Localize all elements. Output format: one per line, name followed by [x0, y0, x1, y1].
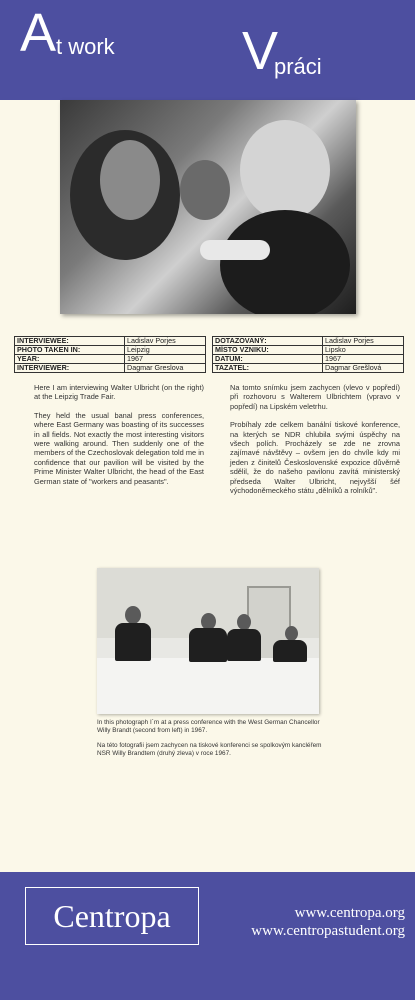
student-website-link[interactable]: www.centropastudent.org: [251, 923, 405, 939]
info-table-czech: [212, 336, 404, 373]
title-english: [20, 3, 115, 63]
footer-urls: [210, 904, 405, 940]
website-link[interactable]: www.centropa.org: [294, 905, 405, 921]
info-label: DOTAZOVANÝ:: [213, 337, 323, 346]
story-text-english: [34, 383, 204, 495]
info-label: INTERVIEWEE:: [15, 337, 125, 346]
info-label: MÍSTO VZNIKU:: [213, 346, 323, 355]
title-en-rest: t work: [56, 34, 115, 59]
info-value: Lipsko: [323, 346, 404, 355]
title-cz-rest: práci: [274, 54, 322, 79]
info-value: Dagmar Greslova: [125, 364, 206, 373]
paragraph: Probíhaly zde celkem banální tiskové konference, na kterých se NDR chlubila svými úspěchy na všech polích. Procházely se zde ne zrovna zajímavé návštěvy – ovšem jen do chvíle kdy mi jeden z činitelů Československé expozice důvěrně sdělil, že do našeho pavilonu zavítá ministerský předseda Walter Ulbricht, nejvyšší šéf východoněmeckého státu „dělníků a rolníků".: [230, 420, 400, 496]
info-label: TAZATEL:: [213, 364, 323, 373]
logo-text: Centropa: [53, 897, 171, 934]
table-row: [15, 364, 206, 373]
info-value: Ladislav Porjes: [323, 337, 404, 346]
info-value: 1967: [125, 355, 206, 364]
info-label: INTERVIEWER:: [15, 364, 125, 373]
info-table-english: [14, 336, 206, 373]
paragraph: Here I am interviewing Walter Ulbricht (on the right) at the Leipzig Trade Fair.: [34, 383, 204, 402]
title-czech: [242, 21, 322, 81]
centropa-logo: [25, 887, 199, 945]
table-row: [213, 364, 404, 373]
info-label: DATUM:: [213, 355, 323, 364]
header-band: [0, 0, 415, 100]
story-text-czech: [230, 383, 400, 504]
paragraph: Na tomto snímku jsem zachycen (vlevo v popředí) při rozhovoru s Walterem Ulbrichtem (vpravo v popředí) na Lipském veletrhu.: [230, 383, 400, 411]
info-value: Dagmar Grešlová: [323, 364, 404, 373]
footer-band: [0, 872, 415, 1000]
paragraph: They held the usual banal press conferences, where East Germany was boasting of its successes in all fields. Not exactly the most interesting visitors were walking around. Then suddenly one of the members of the Czechoslovak delegation told me in confidence that our pavilion will be visited by the Prime Minister Walter Ulbricht, the head of the East German state of "workers and peasants".: [34, 410, 204, 486]
interview-photo: [60, 100, 356, 314]
info-value: Leipzig: [125, 346, 206, 355]
photo-caption: [97, 719, 327, 765]
title-en-initial: A: [20, 3, 57, 63]
table-row: [15, 346, 206, 355]
info-value: 1967: [323, 355, 404, 364]
info-value: Ladislav Porjes: [125, 337, 206, 346]
caption-czech: Na této fotografii jsem zachycen na tiskové konferenci se spolkovým kancléřem NSR Willy Brandtem (druhý zleva) v roce 1967.: [97, 742, 322, 757]
press-conference-photo: [97, 568, 319, 714]
info-label: YEAR:: [15, 355, 125, 364]
title-cz-initial: V: [242, 21, 279, 81]
info-label: PHOTO TAKEN IN:: [15, 346, 125, 355]
caption-english: In this photograph I´m at a press conference with the West German Chancellor Willy Brandt (second from left) in 1967.: [97, 719, 320, 734]
